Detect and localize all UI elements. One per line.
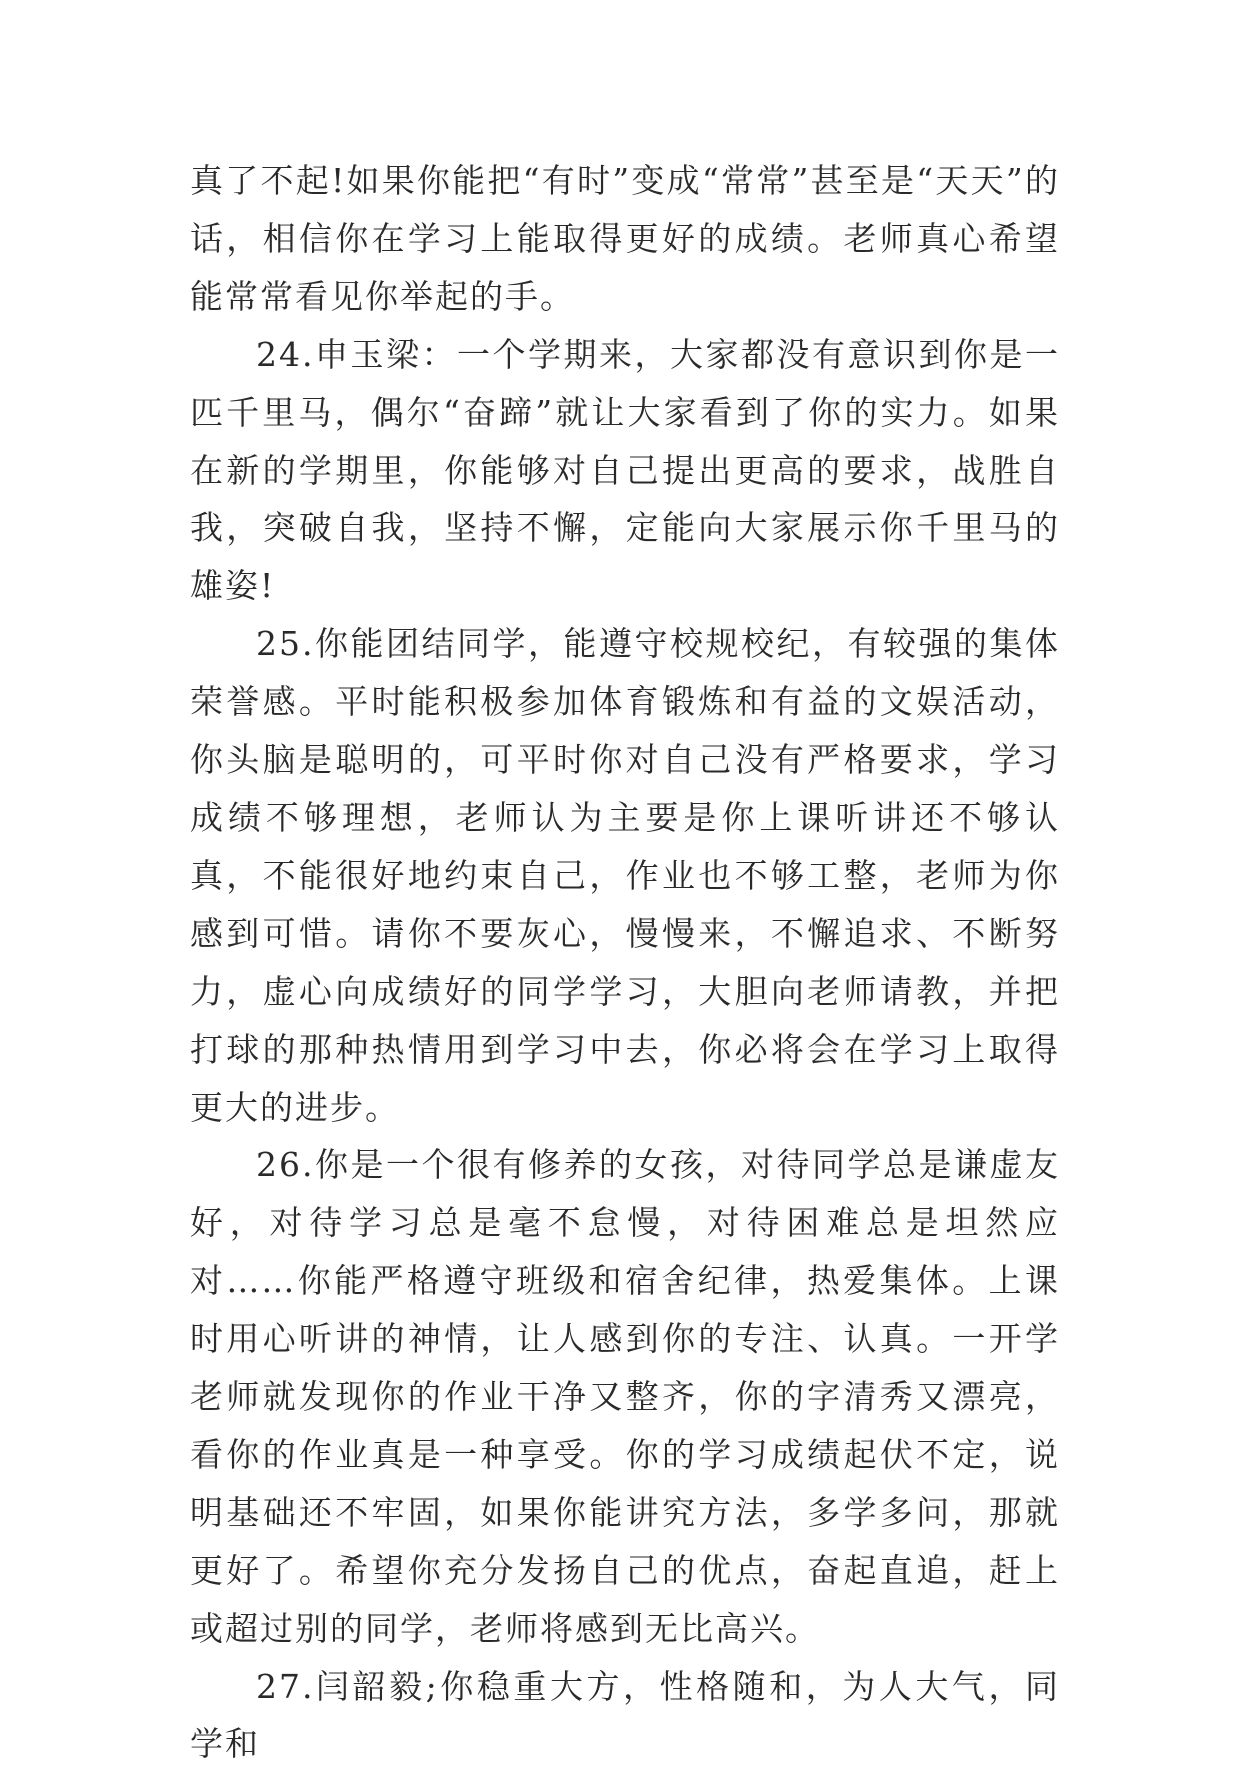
paragraph-continuation: 真了不起!如果你能把“有时”变成“常常”甚至是“天天”的话，相信你在学习上能取得更好的成绩。老师真心希望能常常看见你举起的手。 bbox=[190, 161, 1060, 316]
paragraph-26: 26.你是一个很有修养的女孩，对待同学总是谦虚友好，对待学习总是毫不怠慢，对待困难总是坦然应对……你能严格遵守班级和宿舍纪律，热爱集体。上课时用心听讲的神情，让人感到你的专注、认真。一开学老师就发现你的作业干净又整齐，你的字清秀又漂亮，看你的作业真是一种享受。你的学习成绩起伏不定，说明基础还不牢固，如果你能讲究方法，多学多问，那就更好了。希望你充分发扬自己的优点，奋起直追，赶上或超过别的同学，老师将感到无比高兴。 bbox=[190, 1145, 1060, 1648]
paragraph-27: 27.闫韶毅;你稳重大方，性格随和，为人大气，同学和 bbox=[190, 1666, 1060, 1764]
paragraph-25: 25.你能团结同学，能遵守校规校纪，有较强的集体荣誉感。平时能积极参加体育锻炼和有益的文娱活动，你头脑是聪明的，可平时你对自己没有严格要求，学习成绩不够理想，老师认为主要是你上课听讲还不够认真，不能很好地约束自己，作业也不够工整，老师为你感到可惜。请你不要灰心，慢慢来，不懈追求、不断努力，虚心向成绩好的同学学习，大胆向老师请教，并把打球的那种热情用到学习中去，你必将会在学习上取得更大的进步。 bbox=[190, 624, 1060, 1127]
document-body bbox=[190, 152, 1060, 1773]
paragraph-24: 24.申玉梁：一个学期来，大家都没有意识到你是一匹千里马，偶尔“奋蹄”就让大家看到了你的实力。如果在新的学期里，你能够对自己提出更高的要求，战胜自我，突破自我，坚持不懈，定能向大家展示你千里马的雄姿! bbox=[190, 334, 1060, 606]
